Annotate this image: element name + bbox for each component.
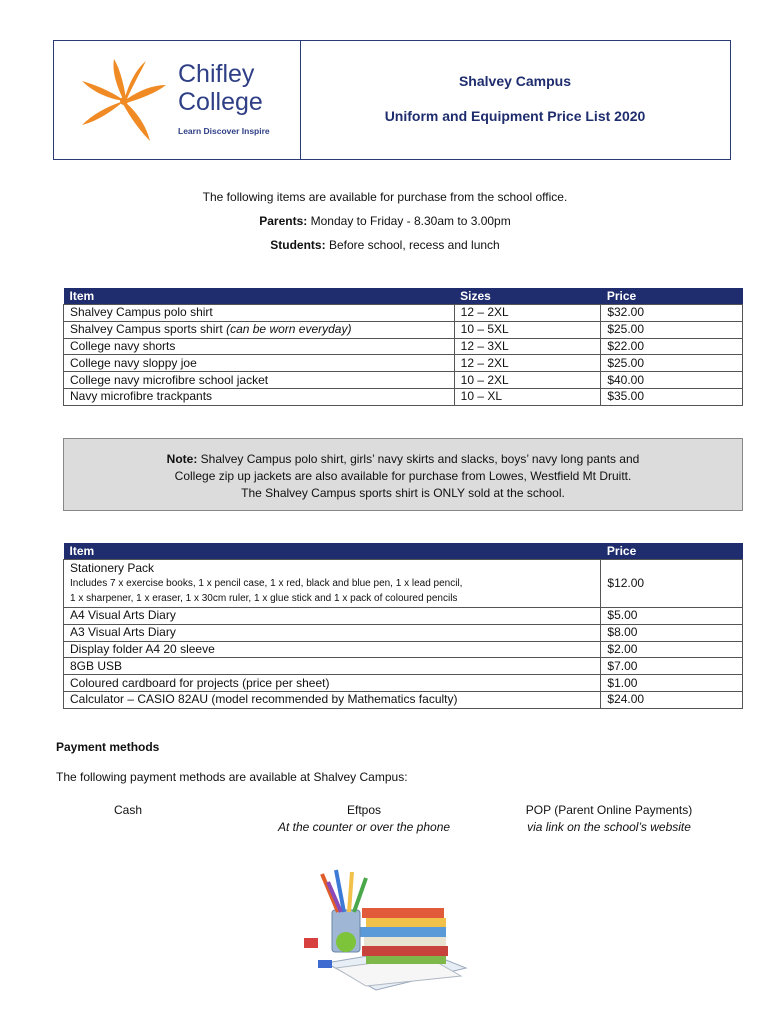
sizes-cell: 12 – 2XL [454,355,601,372]
note-line-3: The Shalvey Campus sports shirt is ONLY sold at the school. [241,486,565,500]
item-cell: Coloured cardboard for projects (price per sheet) [64,675,601,692]
header-price: Price [601,543,743,560]
table-row [64,321,743,338]
item-name: Shalvey Campus sports shirt [70,322,223,337]
sizes-cell: 12 – 3XL [454,338,601,355]
payment-method-pop [496,802,722,836]
logo-tagline: Learn Discover Inspire [178,126,270,136]
price-cell: $12.00 [601,560,743,608]
campus-title: Shalvey Campus [458,73,572,89]
sizes-cell: 12 – 2XL [454,305,601,322]
price-cell: $24.00 [601,691,743,708]
table-row [64,388,743,405]
item-cell: Navy microfibre trackpants [64,388,455,405]
price-cell: $35.00 [601,388,743,405]
payment-method-detail: At the counter or over the phone [277,820,451,834]
header-item: Item [64,288,455,305]
table-row [64,691,743,708]
table-row [64,372,743,389]
item-cell: College navy shorts [64,338,455,355]
item-cell: Calculator – CASIO 82AU (model recommended by Mathematics faculty) [64,691,601,708]
table-row [64,608,743,625]
item-detail-2: 1 x sharpener, 1 x eraser, 1 x 30cm ruler, 1 x glue stick and 1 x pack of coloured pencils [70,593,458,604]
payment-method-name: Cash [113,803,142,817]
price-cell: $1.00 [601,675,743,692]
students-text: Before school, recess and lunch [328,238,500,252]
payment-method-cash [78,802,178,819]
logo-line-2: College [178,88,263,116]
note-line-1 [64,451,742,468]
logo [54,41,301,159]
students-hours [0,238,770,252]
table-header-row [64,543,743,560]
price-cell: $5.00 [601,608,743,625]
chifley-star-logo-icon [76,55,172,147]
intro-line: The following items are available for purchase from the school office. [202,190,568,204]
table-row [64,560,743,608]
item-note: (can be worn everyday) [226,322,352,337]
price-cell: $32.00 [601,305,743,322]
table-row [64,641,743,658]
item-cell [64,560,601,608]
sizes-cell: 10 – 2XL [454,372,601,389]
payment-heading: Payment methods [56,740,160,754]
price-cell: $40.00 [601,372,743,389]
table-row [64,355,743,372]
payment-method-detail: via link on the school’s website [527,820,691,834]
table-header-row [64,288,743,305]
note-line-2: College zip up jackets are also available for purchase from Lowes, Westfield Mt Druitt. [174,469,632,483]
item-cell: 8GB USB [64,658,601,675]
sizes-cell: 10 – 5XL [454,321,601,338]
note-box [63,438,743,511]
price-cell: $7.00 [601,658,743,675]
payment-method-name: POP (Parent Online Payments) [525,803,693,817]
header-price: Price [601,288,743,305]
payment-method-eftpos [254,802,474,836]
payment-method-name: Eftpos [346,803,382,817]
item-cell: Shalvey Campus polo shirt [64,305,455,322]
books-and-pencils-illustration-icon [296,868,476,993]
payment-intro: The following payment methods are available at Shalvey Campus: [56,770,408,784]
header-item: Item [64,543,601,560]
parents-hours [0,214,770,228]
price-cell: $25.00 [601,355,743,372]
item-name: Stationery Pack [70,561,155,575]
item-cell: A4 Visual Arts Diary [64,608,601,625]
item-cell: College navy sloppy joe [64,355,455,372]
note-text-1: Shalvey Campus polo shirt, girls’ navy skirts and slacks, boys’ navy long pants and [200,452,640,466]
header-sizes: Sizes [454,288,601,305]
table-row [64,305,743,322]
page-title: Uniform and Equipment Price List 2020 [384,108,646,124]
equipment-price-table [63,543,743,709]
students-label: Students: [270,238,326,252]
table-row [64,338,743,355]
item-detail-1: Includes 7 x exercise books, 1 x pencil case, 1 x red, black and blue pen, 1 x lead pencil, [70,578,463,589]
note-label: Note: [166,452,198,466]
parents-label: Parents: [259,214,308,228]
item-cell: College navy microfibre school jacket [64,372,455,389]
parents-text: Monday to Friday - 8.30am to 3.00pm [310,214,511,228]
logo-line-1: Chifley [178,60,255,88]
item-cell: A3 Visual Arts Diary [64,624,601,641]
item-cell: Display folder A4 20 sleeve [64,641,601,658]
table-row [64,624,743,641]
sizes-cell: 10 – XL [454,388,601,405]
uniform-price-table [63,288,743,406]
price-cell: $8.00 [601,624,743,641]
price-cell: $2.00 [601,641,743,658]
price-cell: $25.00 [601,321,743,338]
table-row [64,675,743,692]
price-cell: $22.00 [601,338,743,355]
table-row [64,658,743,675]
item-cell [64,321,455,338]
header-box [53,40,731,160]
